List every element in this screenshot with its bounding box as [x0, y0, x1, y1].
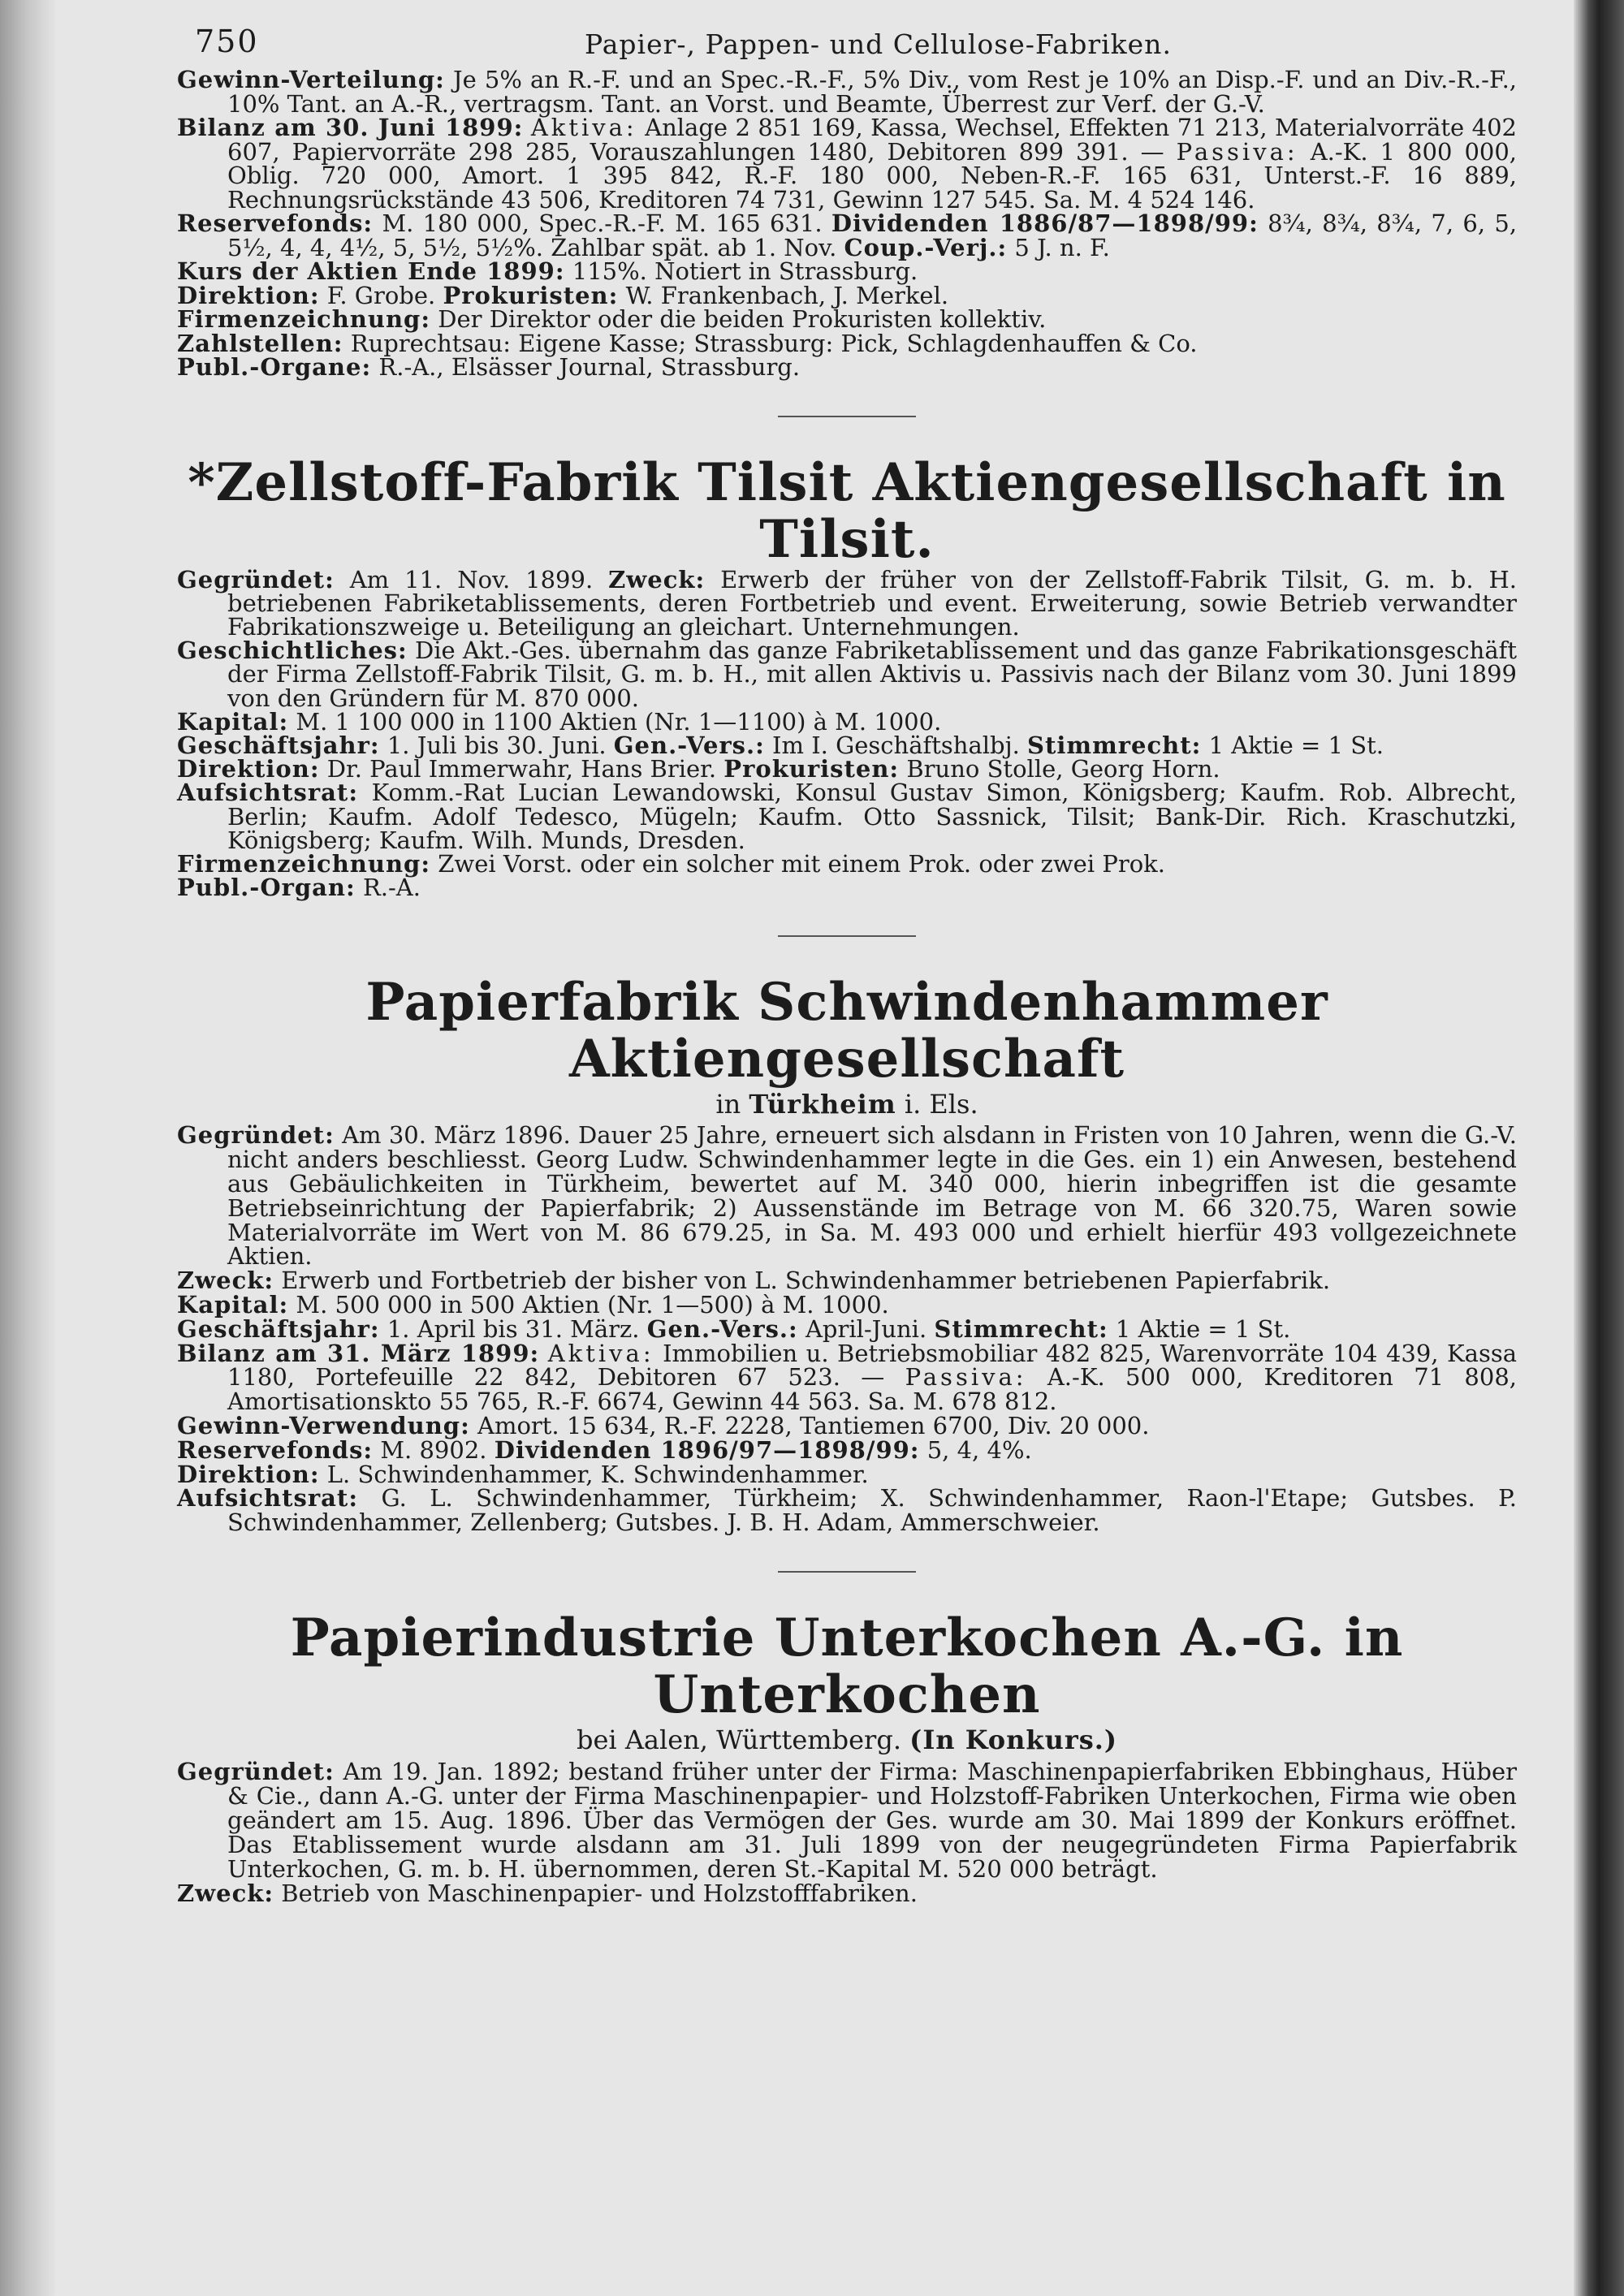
entry-label: Gewinn-Verwendung:	[177, 1411, 470, 1439]
entry-gewinn-verwendung	[177, 1411, 1517, 1439]
location-text: bei Aalen, Württemberg.	[576, 1724, 901, 1755]
entry-label: Zweck:	[177, 1267, 274, 1295]
entry-gegruendet	[177, 1759, 1517, 1881]
location-prefix: in	[715, 1089, 741, 1120]
entry-text: Die Akt.-Ges. übernahm das ganze Fabriketablissement und das ganze Fabrikationsgeschäft der Firma Zellstoff-Fabrik Tilsit, G. m. b. H., mit allen Aktivis u. Passivis nach der Bilanz vom 30. Juni 1899 von den Gründern für M. 870 000.	[227, 637, 1518, 712]
entry-text: M. 180 000, Spec.-R.-F. M. 165 631.	[382, 209, 823, 237]
entry-gegruendet	[177, 565, 1517, 641]
page-number: 750	[195, 24, 259, 59]
entry-text: Der Direktor oder die beiden Prokuristen kollektiv.	[438, 305, 1047, 333]
entry-label: Geschäftsjahr:	[177, 1314, 380, 1343]
entry-gegruendet	[177, 1121, 1517, 1271]
entry-text: M. 8902.	[380, 1435, 487, 1464]
entry-label: Direktion:	[177, 1460, 320, 1488]
location-suffix: i. Els.	[904, 1089, 978, 1120]
entry-publ-organ	[177, 876, 1517, 900]
stimmrecht-text: 1 Aktie = 1 St.	[1208, 731, 1384, 759]
entry-geschaeftsjahr	[177, 1314, 1517, 1343]
entry-kapital	[177, 1290, 1517, 1318]
dividenden-text: 8¾, 8¾, 8¾, 7, 6, 5, 5½, 4, 4, 4½, 5, 5½, 5½%. Zahlbar spät. ab 1. Nov.	[227, 209, 1518, 261]
entry-label: Firmenzeichnung:	[177, 305, 431, 333]
entry-label: Geschäftsjahr:	[177, 731, 380, 759]
entry-text: Amort. 15 634, R.-F. 2228, Tantiemen 6700, Div. 20 000.	[477, 1411, 1150, 1439]
entry-label: Kapital:	[177, 707, 289, 736]
zweck-label: Zweck:	[608, 565, 706, 593]
entry-reservefonds	[177, 1435, 1517, 1464]
entry-text: Dr. Paul Immerwahr, Hans Brier.	[326, 755, 717, 783]
entry-text: Betrieb von Maschinenpapier- und Holzstofffabriken.	[281, 1879, 918, 1907]
entry-bilanz	[177, 1339, 1518, 1416]
entry-zweck	[177, 1269, 1517, 1293]
entry-label: Zweck:	[177, 1879, 274, 1907]
gen-vers-label: Gen.-Vers.:	[613, 731, 765, 759]
aktiva-text: Immobilien u. Betriebsmobiliar 482 825, Warenvorräte 104 439, Kassa 1180, Portefeuille 22 842, Debitoren 67 523. —	[227, 1339, 1518, 1392]
entry-text: Zwei Vorst. oder ein solcher mit einem Prok. oder zwei Prok.	[438, 849, 1165, 878]
entry-zweck	[177, 1881, 1517, 1905]
stimmrecht-label: Stimmrecht:	[934, 1314, 1108, 1343]
coupon-label: Coup.-Verj.:	[844, 233, 1008, 261]
entry-aufsichtsrat	[177, 1484, 1518, 1537]
entry-direktion	[177, 757, 1517, 781]
entry-label: Reservefonds:	[177, 209, 374, 237]
entry-text: 1. April bis 31. März.	[387, 1314, 640, 1343]
entry-text: 115%. Notiert in Strassburg.	[572, 257, 918, 285]
status-konkurs: (In Konkurs.)	[909, 1724, 1117, 1755]
entry-text: Am 19. Jan. 1892; bestand früher unter der Firma: Maschinenpapierfabriken Ebbinghaus, Hüber & Cie., dann A.-G. unter der Firma Maschinenpapier- und Holzstoff-Fabriken Unterkochen, Firma wie oben geändert am 15. Aug. 1896. Über das Vermögen der Ges. wurde am 30. Mai 1899 der Konkurs eröffnet. Das Etablissement wurde alsdann am 31. Juli 1899 von der neugegründeten Firma Papierfabrik Unterkochen, G. m. b. H. übernommen, deren St.-Kapital M. 520 000 beträgt.	[227, 1757, 1517, 1883]
running-title: Papier-, Pappen- und Cellulose-Fabriken.	[585, 28, 1172, 60]
entry-text: M. 500 000 in 500 Aktien (Nr. 1—500) à M. 1000.	[296, 1290, 889, 1318]
dividenden-text: 5, 4, 4%.	[926, 1435, 1032, 1464]
section-continuation	[177, 68, 1517, 380]
entry-text: R.-A.	[362, 874, 421, 902]
stimmrecht-text: 1 Aktie = 1 St.	[1115, 1314, 1291, 1343]
entry-direktion	[177, 281, 1517, 309]
zweck-text: Erwerb der früher von der Zellstoff-Fabrik Tilsit, G. m. b. H. betriebenen Fabriketablissements, deren Fortbetrieb und event. Erweiterung, sowie Betrieb verwandter Fabrikationszweige u. Beteiligung an gleichart. Unternehmungen.	[227, 565, 1517, 641]
entry-text: L. Schwindenhammer, K. Schwindenhammer.	[326, 1460, 869, 1488]
entry-text: Erwerb und Fortbetrieb der bisher von L. Schwindenhammer betriebenen Papierfabrik.	[281, 1267, 1331, 1295]
company-location	[177, 1088, 1517, 1120]
entry-label: Bilanz am 31. März 1899:	[177, 1339, 540, 1367]
entry-label: Kurs der Aktien Ende 1899:	[177, 257, 565, 285]
entry-zahlstellen	[177, 329, 1517, 357]
location-place: Türkheim	[749, 1089, 896, 1120]
prokuristen-label: Prokuristen:	[443, 281, 619, 309]
page-content	[177, 24, 1518, 1907]
stimmrecht-label: Stimmrecht:	[1027, 731, 1202, 759]
entry-text: 1. Juli bis 30. Juni.	[387, 731, 607, 759]
entry-aufsichtsrat	[177, 781, 1517, 852]
entry-text: Am 11. Nov. 1899.	[349, 565, 594, 593]
entry-label: Bilanz am 30. Juni 1899:	[177, 114, 524, 141]
entry-label: Gewinn-Verteilung:	[177, 66, 445, 93]
entry-geschichtliches	[177, 639, 1517, 710]
entry-text: G. L. Schwindenhammer, Türkheim; X. Schwindenhammer, Raon-l'Etape; Gutsbes. P. Schwindenhammer, Zellenberg; Gutsbes. J. B. H. Adam, Ammerschweier.	[227, 1484, 1518, 1537]
passiva-label: Passiva:	[905, 1363, 1027, 1392]
entry-text: Je 5% an R.-F. und an Spec.-R.-F., 5% Div., vom Rest je 10% an Disp.-F. und an Div.-R.-F., 10% Tant. an A.-R., vertragsm. Tant. an Vorst. und Beamte, Überrest zur Verf. der G.-V.	[227, 66, 1518, 118]
entry-bilanz	[177, 116, 1517, 212]
entry-kapital	[177, 707, 1517, 736]
aktiva-label: Aktiva:	[547, 1339, 654, 1367]
prokuristen-text: W. Frankenbach, J. Merkel.	[625, 281, 949, 309]
gen-vers-text: April-Juni.	[805, 1314, 927, 1343]
entry-label: Aufsichtsrat:	[177, 779, 359, 807]
gen-vers-text: Im I. Geschäftshalbj.	[772, 731, 1020, 759]
entry-label: Reservefonds:	[177, 1435, 374, 1464]
entry-label: Kapital:	[177, 1290, 289, 1318]
entry-label: Publ.-Organ:	[177, 874, 356, 902]
company-title: *Zellstoff-Fabrik Tilsit Aktiengesellschaft in Tilsit.	[188, 451, 1506, 570]
entry-label: Firmenzeichnung:	[177, 849, 431, 878]
entry-direktion	[177, 1460, 1517, 1488]
passiva-label: Passiva:	[1176, 137, 1298, 166]
book-spine	[1574, 0, 1624, 2296]
company-location	[177, 1724, 1517, 1756]
gen-vers-label: Gen.-Vers.:	[646, 1314, 798, 1343]
aktiva-label: Aktiva:	[530, 114, 637, 141]
passiva-text: A.-K. 1 800 000, Oblig. 720 000, Amort. 1 395 842, R.-F. 180 000, Neben-R.-F. 165 631, Unterst.-F. 16 889, Rechnungsrückstände 43 506, Kreditoren 74 731, Gewinn 127 545. Sa. M. 4 524 146.	[227, 137, 1518, 214]
entry-geschaeftsjahr	[177, 731, 1517, 759]
entry-reservefonds	[177, 209, 1518, 261]
entry-label: Gegründet:	[177, 565, 335, 593]
entry-label: Gegründet:	[177, 1757, 335, 1785]
entry-text: F. Grobe.	[326, 281, 436, 309]
entry-label: Gegründet:	[177, 1121, 335, 1150]
entry-text: R.-A., Elsässer Journal, Strassburg.	[378, 353, 801, 381]
entry-text: Komm.-Rat Lucian Lewandowski, Konsul Gustav Simon, Königsberg; Kaufm. Rob. Albrecht, Berlin; Kaufm. Adolf Tedesco, Mügeln; Kaufm. Otto Sassnick, Tilsit; Bank-Dir. Rich. Kraschutzki, Königsberg; Kaufm. Wilh. Munds, Dresden.	[227, 779, 1517, 854]
entry-publ-organe	[177, 353, 1517, 381]
aktiva-text: Anlage 2 851 169, Kassa, Wechsel, Effekten 71 213, Materialvorräte 402 607, Papiervorräte 298 285, Vorauszahlungen 1480, Debitoren 899 391. —	[227, 114, 1518, 166]
entry-label: Aufsichtsrat:	[177, 1484, 359, 1513]
company-title: Papierfabrik Schwindenhammer Aktiengesellschaft	[365, 972, 1328, 1090]
entry-text: Ruprechtsau: Eigene Kasse; Strassburg: Pick, Schlagdenhauffen & Co.	[350, 329, 1198, 357]
entry-gewinn-verteilung	[177, 68, 1517, 116]
prokuristen-label: Prokuristen:	[723, 755, 900, 783]
section-zellstoff-tilsit	[177, 451, 1518, 902]
passiva-text: A.-K. 500 000, Kreditoren 71 808, Amortisationskto 55 765, R.-F. 6674, Gewinn 44 563. Sa. M. 678 812.	[227, 1363, 1517, 1416]
section-divider	[778, 935, 916, 937]
entry-firmenzeichnung	[177, 849, 1517, 878]
entry-text: M. 1 100 000 in 1100 Aktien (Nr. 1—1100) à M. 1000.	[296, 707, 942, 736]
entry-label: Direktion:	[177, 755, 320, 783]
coupon-text: 5 J. n. F.	[1014, 233, 1110, 261]
company-title: Papierindustrie Unterkochen A.-G. in Unterkochen	[290, 1607, 1404, 1725]
entry-text: Am 30. März 1896. Dauer 25 Jahre, erneuert sich alsdann in Fristen von 10 Jahren, wenn die G.-V. nicht anders beschliesst. Georg Ludw. Schwindenhammer legte in die Ges. ein 1) ein Anwesen, bestehend aus Gebäulichkeiten in Türkheim, bewertet auf M. 340 000, hierin inbegriffen ist die gesamte Betriebseinrichtung der Papierfabrik; 2) Aussenstände im Betrage von M. 66 320.75, Waren sowie Materialvorräte im Wert von M. 86 679.25, in Sa. M. 493 000 und erhielt hierfür 493 vollgezeichnete Aktien.	[227, 1121, 1517, 1271]
entry-label: Direktion:	[177, 281, 320, 309]
entry-kurs	[177, 257, 1517, 285]
section-unterkochen	[177, 1607, 1517, 1907]
section-schwindenhammer	[177, 974, 1517, 1535]
entry-label: Publ.-Organe:	[177, 353, 372, 381]
entry-firmenzeichnung	[177, 305, 1517, 333]
running-header	[195, 24, 1517, 68]
entry-label: Zahlstellen:	[177, 329, 343, 357]
section-divider	[778, 416, 916, 417]
dividenden-label: Dividenden 1896/97—1898/99:	[494, 1435, 920, 1464]
dividenden-label: Dividenden 1886/87—1898/99:	[831, 209, 1259, 237]
prokuristen-text: Bruno Stolle, Georg Horn.	[906, 755, 1220, 783]
entry-label: Geschichtliches:	[177, 637, 408, 665]
section-divider	[778, 1571, 916, 1573]
